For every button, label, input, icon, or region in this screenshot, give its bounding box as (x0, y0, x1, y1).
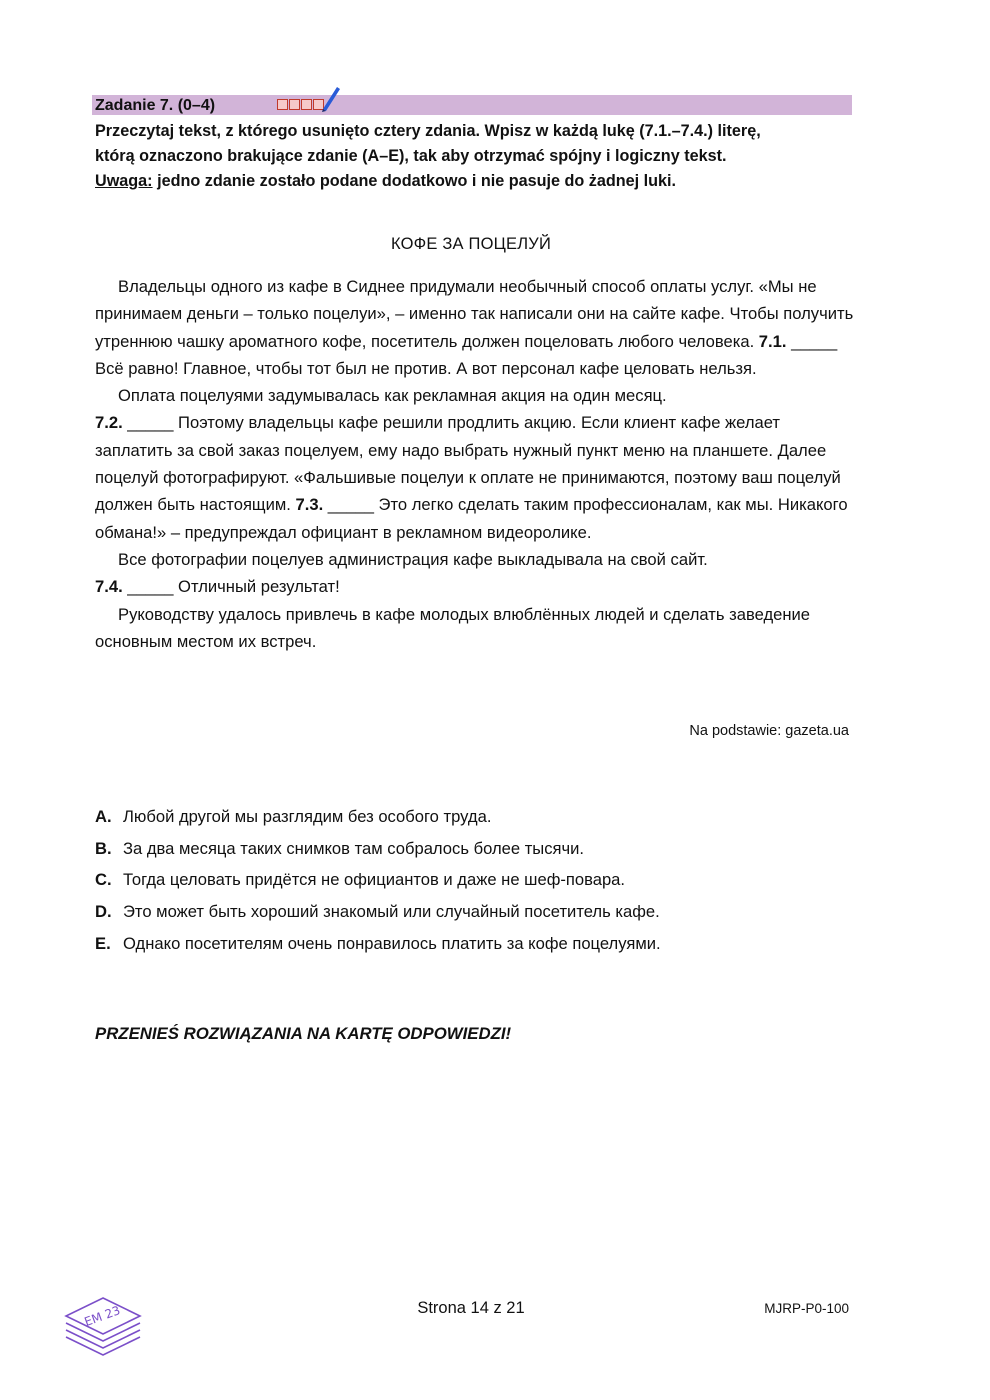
option-letter: A. (95, 807, 112, 826)
answer-options (95, 801, 855, 960)
paragraph-6: Руководству удалось привлечь в кафе молодых влюблённых людей и сделать заведение основным местом их встреч. (95, 604, 811, 651)
gap-label: 7.2. (95, 413, 123, 433)
score-box (277, 99, 288, 110)
instructions-line-2: którą oznaczono brakujące zdanie (A–E), tak aby otrzymać spójny i logiczny tekst. (95, 147, 727, 165)
score-box (289, 99, 300, 110)
task-instructions (95, 119, 865, 194)
option-e (95, 928, 855, 960)
paragraph-text: _____ Отличный результат! (122, 577, 340, 597)
gap-label: 7.4. (95, 577, 123, 597)
note-text: jedno zdanie zostało podane dodatkowo i nie pasuje do żadnej luki. (152, 172, 677, 190)
option-d (95, 896, 855, 928)
option-a (95, 801, 855, 833)
pen-icon (320, 84, 342, 112)
option-text: Любой другой мы разглядим без особого труда. (123, 807, 492, 826)
paragraph-5 (95, 573, 855, 600)
option-letter: E. (95, 933, 111, 953)
transfer-note: PRZENIEŚ ROZWIĄZANIA NA KARTĘ ODPOWIEDZI! (95, 1024, 512, 1043)
score-boxes (277, 99, 325, 110)
paragraph-4: Все фотографии поцелуев администрация кафе выкладывала на свой сайт. (118, 549, 708, 569)
task-title: Zadanie 7. (0–4) (95, 97, 216, 114)
exam-code: MJRP-P0-100 (764, 1301, 849, 1316)
paragraph-1 (95, 273, 855, 382)
text-title: КОФЕ ЗА ПОЦЕЛУЙ (390, 235, 552, 253)
paragraph-text: Владельцы одного из кафе в Сиднее придумали необычный способ оплаты услуг. «Мы не принимаем деньги – только поцелуи», – именно так написали они на сайте кафе. Чтобы получить утреннюю чашку ароматного кофе, посетитель должен поцеловать любого человека. (95, 277, 854, 351)
option-text: Тогда целовать придётся не официантов и даже не шеф-повара. (123, 870, 626, 890)
gap-label: 7.1. (758, 331, 787, 351)
instructions-note (95, 169, 865, 194)
paragraph-text: _____ Всё равно! Главное, чтобы тот был не против. А вот персонал кафе целовать нельзя. (95, 331, 838, 378)
paragraph-text: _____ Поэтому владельцы кафе решили продлить акцию. Если клиент кафе желает заплатить за свой заказ поцелуем, ему надо выбрать нужный пункт меню на планшете. Далее поцелуй фотографируют. «Фальшивые поцелуи к оплате не принимаются, поэтому ваш поцелуй должен быть настоящим. (95, 413, 841, 515)
option-c (95, 864, 855, 896)
gap-label: 7.3. (295, 495, 324, 515)
option-letter: B. (95, 838, 112, 858)
paragraph-text: _____ Это легко сделать таким профессионалам, как мы. Никакого обмана!» – предупреждал официант в рекламном видеоролике. (95, 495, 848, 542)
option-text: За два месяца таких снимков там собралось более тысячи. (123, 838, 585, 858)
option-letter: D. (95, 902, 112, 922)
paragraph-3 (95, 409, 855, 545)
source-note: Na podstawie: gazeta.ua (689, 723, 849, 739)
option-text: Это может быть хороший знакомый или случайный посетитель кафе. (123, 902, 660, 922)
page-number: Strona 14 z 21 (417, 1299, 525, 1317)
reading-text (95, 273, 855, 655)
logo-text: EM 23 (82, 1303, 123, 1330)
paragraph-2: Оплата поцелуями задумывалась как рекламная акция на один месяц. (118, 386, 667, 406)
score-box (301, 99, 312, 110)
option-b (95, 833, 855, 865)
note-label: Uwaga: (95, 172, 153, 190)
option-text: Однако посетителям очень понравилось платить за кофе поцелуями. (123, 933, 661, 953)
option-letter: C. (95, 870, 112, 890)
instructions-line-1: Przeczytaj tekst, z którego usunięto cztery zdania. Wpisz w każdą lukę (7.1.–7.4.) literę, (95, 122, 761, 140)
